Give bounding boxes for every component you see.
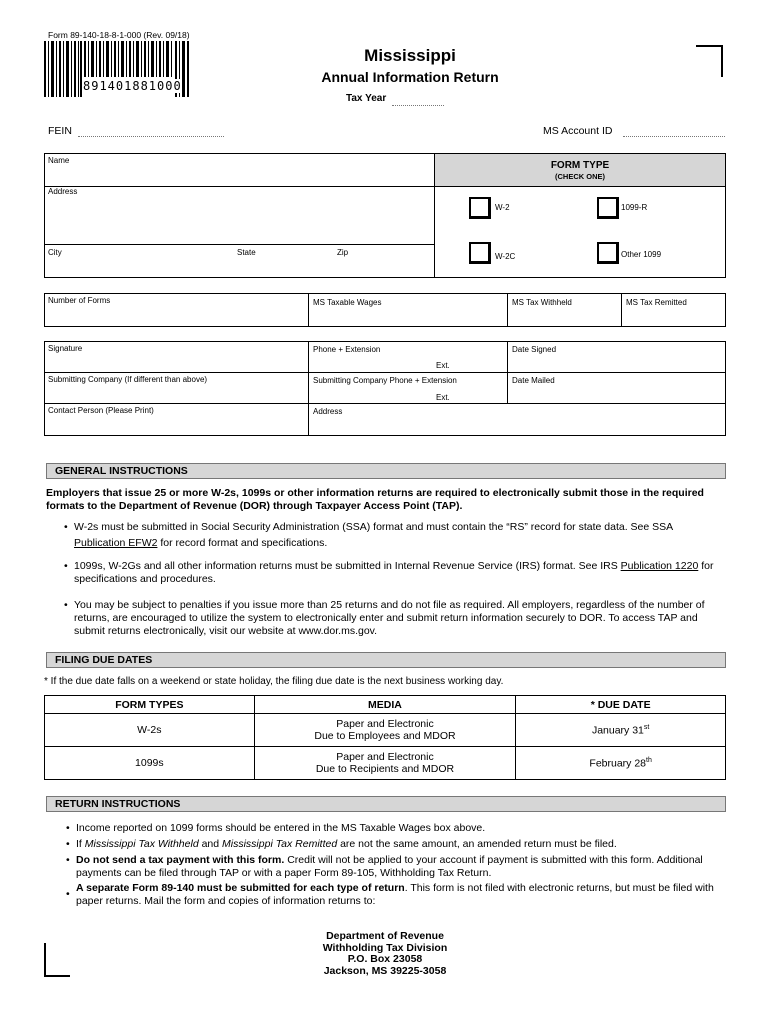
media-line-2: Due to Recipients and MDOR <box>315 763 455 775</box>
city-label: City <box>48 248 62 257</box>
return-bullet-amended: • If Mississippi Tax Withheld and Mississippi Tax Remitted are not the same amount, an amended return must be filed. <box>66 838 617 850</box>
col-form-types: FORM TYPES <box>45 696 255 714</box>
return-bullet-separate: • A separate Form 89-140 must be submitted for each type of return. This form is not filed with electronic returns, but must be filed with paper returns. Mail the form and copies of information returns to: <box>66 882 714 907</box>
phone-extension-field[interactable] <box>309 342 508 373</box>
due-date-text: January 31 <box>591 724 644 737</box>
fein-input[interactable] <box>78 126 224 137</box>
return-bullet-1099-text: Income reported on 1099 forms should be entered in the MS Taxable Wages box above. <box>76 822 486 834</box>
row-due <box>516 714 726 747</box>
col-media: MEDIA <box>254 696 516 714</box>
due-date-suffix: th <box>646 756 652 764</box>
general-bullet-irs-text-a: 1099s, W-2Gs and all other information returns must be submitted in Internal Revenue Service (IRS) format. See IRS <box>74 560 621 572</box>
state-label: State <box>237 248 256 257</box>
submitting-phone-field[interactable] <box>309 373 508 404</box>
submitting-phone-label: Submitting Company Phone + Extension <box>313 376 457 385</box>
table-row <box>45 747 726 780</box>
option-1099r-label: 1099-R <box>621 203 648 212</box>
date-mailed-field[interactable] <box>508 373 725 404</box>
return-bullet-payment: • Do not send a tax payment with this form. Credit will not be applied to your account if payment is submitted with this form. Additional payments can be filed through TAP or with a paper Form 89-105, Withholding Tax Return. <box>66 854 703 879</box>
checkbox-other-1099[interactable] <box>597 242 619 264</box>
mailing-line-3: P.O. Box 23058 <box>347 953 423 965</box>
media-line-1: Paper and Electronic <box>336 718 434 730</box>
row-form: W-2s <box>45 714 255 747</box>
form-type-title: FORM TYPE <box>550 160 610 171</box>
entity-section <box>44 153 726 278</box>
ms-account-input[interactable] <box>623 126 725 137</box>
corner-mark-top-right <box>696 45 723 77</box>
submitting-ext-label: Ext. <box>436 393 450 402</box>
ms-account-label: MS Account ID <box>543 125 613 137</box>
row-media <box>254 714 516 747</box>
due-dates-table <box>44 695 726 780</box>
contact-address-label: Address <box>313 407 343 416</box>
ms-tax-remitted-field[interactable] <box>622 294 725 326</box>
row-form: 1099s <box>45 747 255 780</box>
media-line-1: Paper and Electronic <box>336 751 434 763</box>
due-dates-header-row <box>45 696 726 714</box>
return-bullet-amended-pre: If <box>76 838 85 850</box>
contact-person-label: Contact Person (Please Print) <box>48 406 154 415</box>
ms-taxable-wages-label: MS Taxable Wages <box>313 298 382 307</box>
form-type-header <box>435 154 725 187</box>
mailing-line-1: Department of Revenue <box>326 930 444 942</box>
return-bullet-amended-italic-1: Mississippi Tax Withheld <box>84 838 199 850</box>
contact-person-field[interactable] <box>45 404 309 435</box>
due-date-suffix: st <box>643 723 650 731</box>
return-bullet-amended-italic-2: Mississippi Tax Remitted <box>222 838 338 850</box>
contact-address-field[interactable] <box>309 404 725 435</box>
phone-extension-label: Phone + Extension <box>313 345 381 354</box>
form-number: Form 89-140-18-8-1-000 (Rev. 09/18) <box>48 30 190 40</box>
name-label: Name <box>48 156 70 165</box>
col-due-date: * DUE DATE <box>516 696 726 714</box>
barcode-number: 891401881000 <box>83 79 182 93</box>
mailing-address <box>285 931 485 977</box>
city-state-zip-field[interactable] <box>45 245 434 277</box>
option-other-1099-label: Other 1099 <box>621 250 662 259</box>
address-field[interactable] <box>45 187 434 245</box>
checkbox-1099r[interactable] <box>597 197 619 219</box>
general-intro: Employers that issue 25 or more W-2s, 1099s or other information returns are required to electronically submit those in the required formats to the Department of Revenue (DOR) through Taxpayer Access Point (TAP). <box>46 487 704 512</box>
return-bullet-amended-post: are not the same amount, an amended return must be filed. <box>337 838 617 850</box>
row-due <box>516 747 726 780</box>
return-bullet-separate-bold: A separate Form 89-140 must be submitted for each type of return <box>76 882 405 894</box>
signature-field[interactable] <box>45 342 309 373</box>
name-field[interactable] <box>45 154 434 187</box>
mailing-line-4: Jackson, MS 39225-3058 <box>323 964 447 977</box>
number-of-forms-field[interactable] <box>45 294 309 326</box>
return-bullet-1099: • Income reported on 1099 forms should be entered in the MS Taxable Wages box above. <box>66 822 486 834</box>
totals-section <box>44 293 726 327</box>
option-w2c-label: W-2C <box>495 252 516 261</box>
submitting-company-label: Submitting Company (If different than above) <box>48 375 208 384</box>
ms-tax-remitted-label: MS Tax Remitted <box>626 298 687 307</box>
corner-mark-bottom-left <box>44 943 70 977</box>
filing-due-dates-header: FILING DUE DATES <box>46 652 726 668</box>
option-w2-label: W-2 <box>495 203 510 212</box>
return-bullet-payment-bold: Do not send a tax payment with this form. <box>76 854 285 866</box>
checkbox-w2c[interactable] <box>469 242 491 264</box>
media-line-2: Due to Employees and MDOR <box>314 730 456 742</box>
date-signed-label: Date Signed <box>512 345 557 354</box>
tax-year-input[interactable] <box>392 96 444 106</box>
general-bullet-ssa: • W-2s must be submitted in Social Security Administration (SSA) format and must contain the “RS” record for state data. See SSA Publication EFW2 for record format and specifications. <box>64 521 673 549</box>
table-row <box>45 714 726 747</box>
return-instructions-header: RETURN INSTRUCTIONS <box>46 796 726 812</box>
mailing-line-2: Withholding Tax Division <box>322 941 448 954</box>
date-mailed-label: Date Mailed <box>512 376 555 385</box>
filing-note: * If the due date falls on a weekend or state holiday, the filing due date is the next business working day. <box>44 676 504 687</box>
tax-year-label: Tax Year <box>346 93 387 104</box>
return-bullet-separate-text: . This form is not filed with electronic returns, but must be filed with paper returns. Mail the form and copies of information returns to: <box>76 882 714 907</box>
signature-label: Signature <box>48 344 83 353</box>
return-bullet-amended-mid: and <box>198 838 223 850</box>
ext-label: Ext. <box>436 361 450 370</box>
general-bullet-ssa-text-b: for record format and specifications. <box>157 537 328 549</box>
zip-label: Zip <box>337 248 349 257</box>
general-instructions-header: GENERAL INSTRUCTIONS <box>46 463 726 479</box>
publication-efw2-link[interactable]: Publication EFW2 <box>74 537 158 549</box>
ms-taxable-wages-field[interactable] <box>309 294 508 326</box>
fein-label: FEIN <box>48 125 72 137</box>
date-signed-field[interactable] <box>508 342 725 373</box>
address-label: Address <box>48 187 78 196</box>
general-bullet-penalties: • You may be subject to penalties if you issue more than 25 returns and do not file as required. All employers, regardless of the number of returns, are encouraged to utilize the system to electronically enter and submit return information securely to DOR. To access TAP and submit returns electronically, visit our website at www.dor.ms.gov. <box>64 599 705 637</box>
general-bullet-ssa-text-a: W-2s must be submitted in Social Security Administration (SSA) format and must contain the “RS” record for state data. See SSA <box>74 521 673 533</box>
submitting-company-field[interactable] <box>45 373 309 404</box>
row-media <box>254 747 516 780</box>
general-bullet-irs: • 1099s, W-2Gs and all other information returns must be submitted in Internal Revenue Service (IRS) format. See IRS Publication 1220 for specifications and procedures. <box>64 560 714 585</box>
checkbox-w2[interactable] <box>469 197 491 219</box>
form-type-subtitle: (CHECK ONE) <box>555 172 605 181</box>
form-title: Annual Information Return <box>321 69 499 85</box>
ms-tax-withheld-field[interactable] <box>508 294 622 326</box>
number-of-forms-label: Number of Forms <box>48 296 111 305</box>
publication-1220-link[interactable]: Publication 1220 <box>620 560 699 572</box>
general-bullet-irs-text-b: for specifications and procedures. <box>74 560 714 585</box>
general-bullet-penalties-text: You may be subject to penalties if you issue more than 25 returns and do not file as required. All employers, regardless of the number of returns, are encouraged to utilize the system to electronically enter and submit return information securely to DOR. To access TAP and submit returns electronically, visit our website at www.dor.ms.gov. <box>74 599 705 637</box>
state-title: Mississippi <box>364 46 456 65</box>
due-date-text: February 28 <box>589 757 647 770</box>
ms-tax-withheld-label: MS Tax Withheld <box>512 298 572 307</box>
return-bullet-payment-text: Credit will not be applied to your account if payment is submitted with this form. Additional payments can be filed through TAP or with a paper Form 89-105, Withholding Tax Return. <box>76 854 703 879</box>
signature-section <box>44 341 726 436</box>
